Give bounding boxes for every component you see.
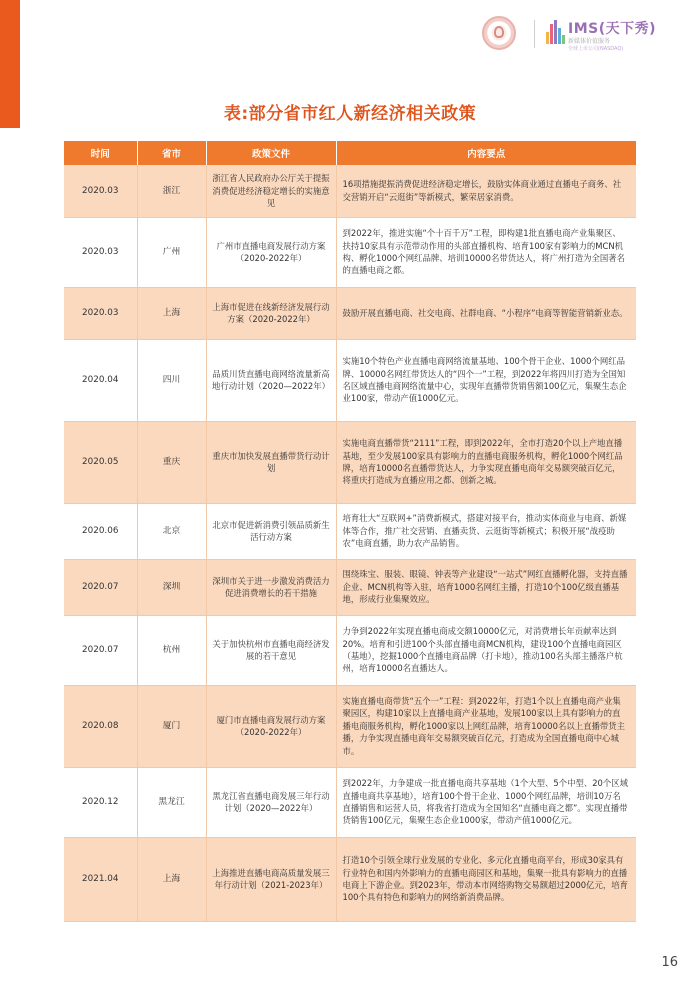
header-document: 政策文件 [206, 141, 336, 165]
cell-province: 北京 [137, 503, 206, 559]
cell-province: 浙江 [137, 165, 206, 217]
cell-content: 打造10个引领全球行业发展的专业化、多元化直播电商平台，形成30家具有行业特色和国内外影响力的直播电商园区和基地，集聚一批具有影响力的直播电商上下游企业。到2023年，带动本市网络购物交易额超过2000亿元，培育100个具有特色和影响力的网络新消费品牌。 [336, 837, 636, 921]
cell-document: 上海推进直播电商高质量发展三年行动计划（2021-2023年） [206, 837, 336, 921]
cell-content: 到2022年，推进实施“个十百千万”工程，即构建1批直播电商产业集聚区、扶持10家具有示范带动作用的头部直播机构、培育100家有影响力的MCN机构、孵化1000个网红品牌、培训10000名带货达人，将广州打造为全国著名的直播电商之都。 [336, 217, 636, 287]
cell-document: 重庆市加快发展直播带货行动计划 [206, 421, 336, 503]
cell-content: 实施10个特色产业直播电商网络流量基地、100个骨干企业、1000个网红品牌、10000名网红带货达人的“四个一”工程，到2022年将四川打造为全国知名区域直播电商网络流量中心，实现年直播带货销售额100亿元，集聚生态企业100家，带动产值1000亿元。 [336, 339, 636, 421]
cell-province: 上海 [137, 837, 206, 921]
cell-date: 2020.08 [64, 685, 137, 767]
table-title: 表:部分省市红人新经济相关政策 [223, 104, 477, 124]
cell-province: 黑龙江 [137, 767, 206, 837]
cell-date: 2020.07 [64, 559, 137, 615]
cell-document: 上海市促进在线新经济发展行动方案（2020-2022年） [206, 287, 336, 339]
cell-content: 16项措施提振消费促进经济稳定增长，鼓励实体商业通过直播电子商务、社交营销开启“云逛街”等新模式，繁荣居家消费。 [336, 165, 636, 217]
header-content: 内容要点 [336, 141, 636, 165]
ims-sub: 全球上市公司(NASDAQ) [568, 46, 624, 52]
cell-document: 黑龙江省直播电商发展三年行动计划（2020—2022年） [206, 767, 336, 837]
cell-province: 深圳 [137, 559, 206, 615]
table-row [64, 767, 636, 837]
page-number: 16 [661, 955, 678, 970]
cell-content: 培育壮大“互联网+”消费新模式，搭建对接平台，推动实体商业与电商、新媒体等合作，推广社交营销、直播卖货、云逛街等新模式；积极开展“战疫助农”电商直播，助力农产品销售。 [336, 503, 636, 559]
cell-date: 2020.05 [64, 421, 137, 503]
cell-date: 2020.12 [64, 767, 137, 837]
cell-province: 广州 [137, 217, 206, 287]
cell-document: 浙江省人民政府办公厅关于提振消费促进经济稳定增长的实施意见 [206, 165, 336, 217]
cell-province: 上海 [137, 287, 206, 339]
cell-document: 北京市促进新消费引领品质新生活行动方案 [206, 503, 336, 559]
table-row [64, 287, 636, 339]
table-row [64, 503, 636, 559]
cell-province: 厦门 [137, 685, 206, 767]
policy-table [64, 141, 636, 922]
table-row [64, 837, 636, 921]
seal-logo-icon [482, 16, 516, 50]
cell-province: 杭州 [137, 615, 206, 685]
cell-document: 厦门市直播电商发展行动方案（2020-2022年） [206, 685, 336, 767]
ims-bars-logo-icon [546, 20, 564, 44]
cell-date: 2020.03 [64, 217, 137, 287]
cell-content: 围绕珠宝、服装、眼镜、钟表等产业建设“一站式”网红直播孵化器，支持直播企业、MCN机构等入驻，培育1000名网红主播，打造10个100亿级直播基地，形成行业集聚效应。 [336, 559, 636, 615]
cell-document: 关于加快杭州市直播电商经济发展的若干意见 [206, 615, 336, 685]
header-date: 时间 [64, 141, 137, 165]
table-header-row [64, 141, 636, 165]
cell-content: 力争到2022年实现直播电商成交额10000亿元，对消费增长年贡献率达到20%。培育和引进100个头部直播电商MCN机构，建设100个直播电商园区（基地），挖掘1000个直播电商品牌（打卡地），推动100名头部主播落户杭州，培育10000名直播达人。 [336, 615, 636, 685]
cell-province: 四川 [137, 339, 206, 421]
cell-date: 2020.04 [64, 339, 137, 421]
cell-content: 到2022年，力争建成一批直播电商共享基地（1个大型、5个中型、20个区域直播电商共享基地），培育100个骨干企业、1000个网红品牌，培训10万名直播销售和运营人员，将我省打造成为全国知名“直播电商之都”。实现直播带货销售100亿元，集聚生态企业1000家，带动产值1000亿元。 [336, 767, 636, 837]
table-row [64, 421, 636, 503]
table-row [64, 339, 636, 421]
ims-brand-name: IMS(天下秀) [568, 21, 657, 37]
header-province: 省市 [137, 141, 206, 165]
cell-document: 品质川货直播电商网络流量新高地行动计划（2020—2022年） [206, 339, 336, 421]
table-row [64, 615, 636, 685]
cell-province: 重庆 [137, 421, 206, 503]
cell-date: 2020.06 [64, 503, 137, 559]
table-row [64, 165, 636, 217]
table-row [64, 685, 636, 767]
cell-date: 2020.07 [64, 615, 137, 685]
table-row [64, 217, 636, 287]
cell-content: 鼓励开展直播电商、社交电商、社群电商、“小程序”电商等智能营销新业态。 [336, 287, 636, 339]
cell-content: 实施电商直播带货“2111”工程，即到2022年，全市打造20个以上产地直播基地，至少发展100家具有影响力的直播电商服务机构，孵化1000个网红品牌，培育10000名直播带货达人，力争实现直播电商年交易额突破百亿元，将重庆打造成为直播应用之都、创新之城。 [336, 421, 636, 503]
cell-document: 深圳市关于进一步激发消费活力促进消费增长的若干措施 [206, 559, 336, 615]
ims-tagline: 新媒体价值服务 [568, 38, 611, 45]
cell-date: 2020.03 [64, 165, 137, 217]
cell-date: 2021.04 [64, 837, 137, 921]
cell-content: 实施直播电商带货“五个一”工程：到2022年，打造1个以上直播电商产业集聚园区，构建10家以上直播电商产业基地，发展100家以上具有影响力的直播电商服务机构，孵化1000家以上网红品牌，培育10000名以上直播带货主播，力争实现直播电商年交易额突破百亿元，打造成为全国直播电商中心城市。 [336, 685, 636, 767]
cell-document: 广州市直播电商发展行动方案（2020-2022年） [206, 217, 336, 287]
cell-date: 2020.03 [64, 287, 137, 339]
logo-divider [534, 20, 535, 48]
header-logos [482, 14, 682, 54]
table-row [64, 559, 636, 615]
